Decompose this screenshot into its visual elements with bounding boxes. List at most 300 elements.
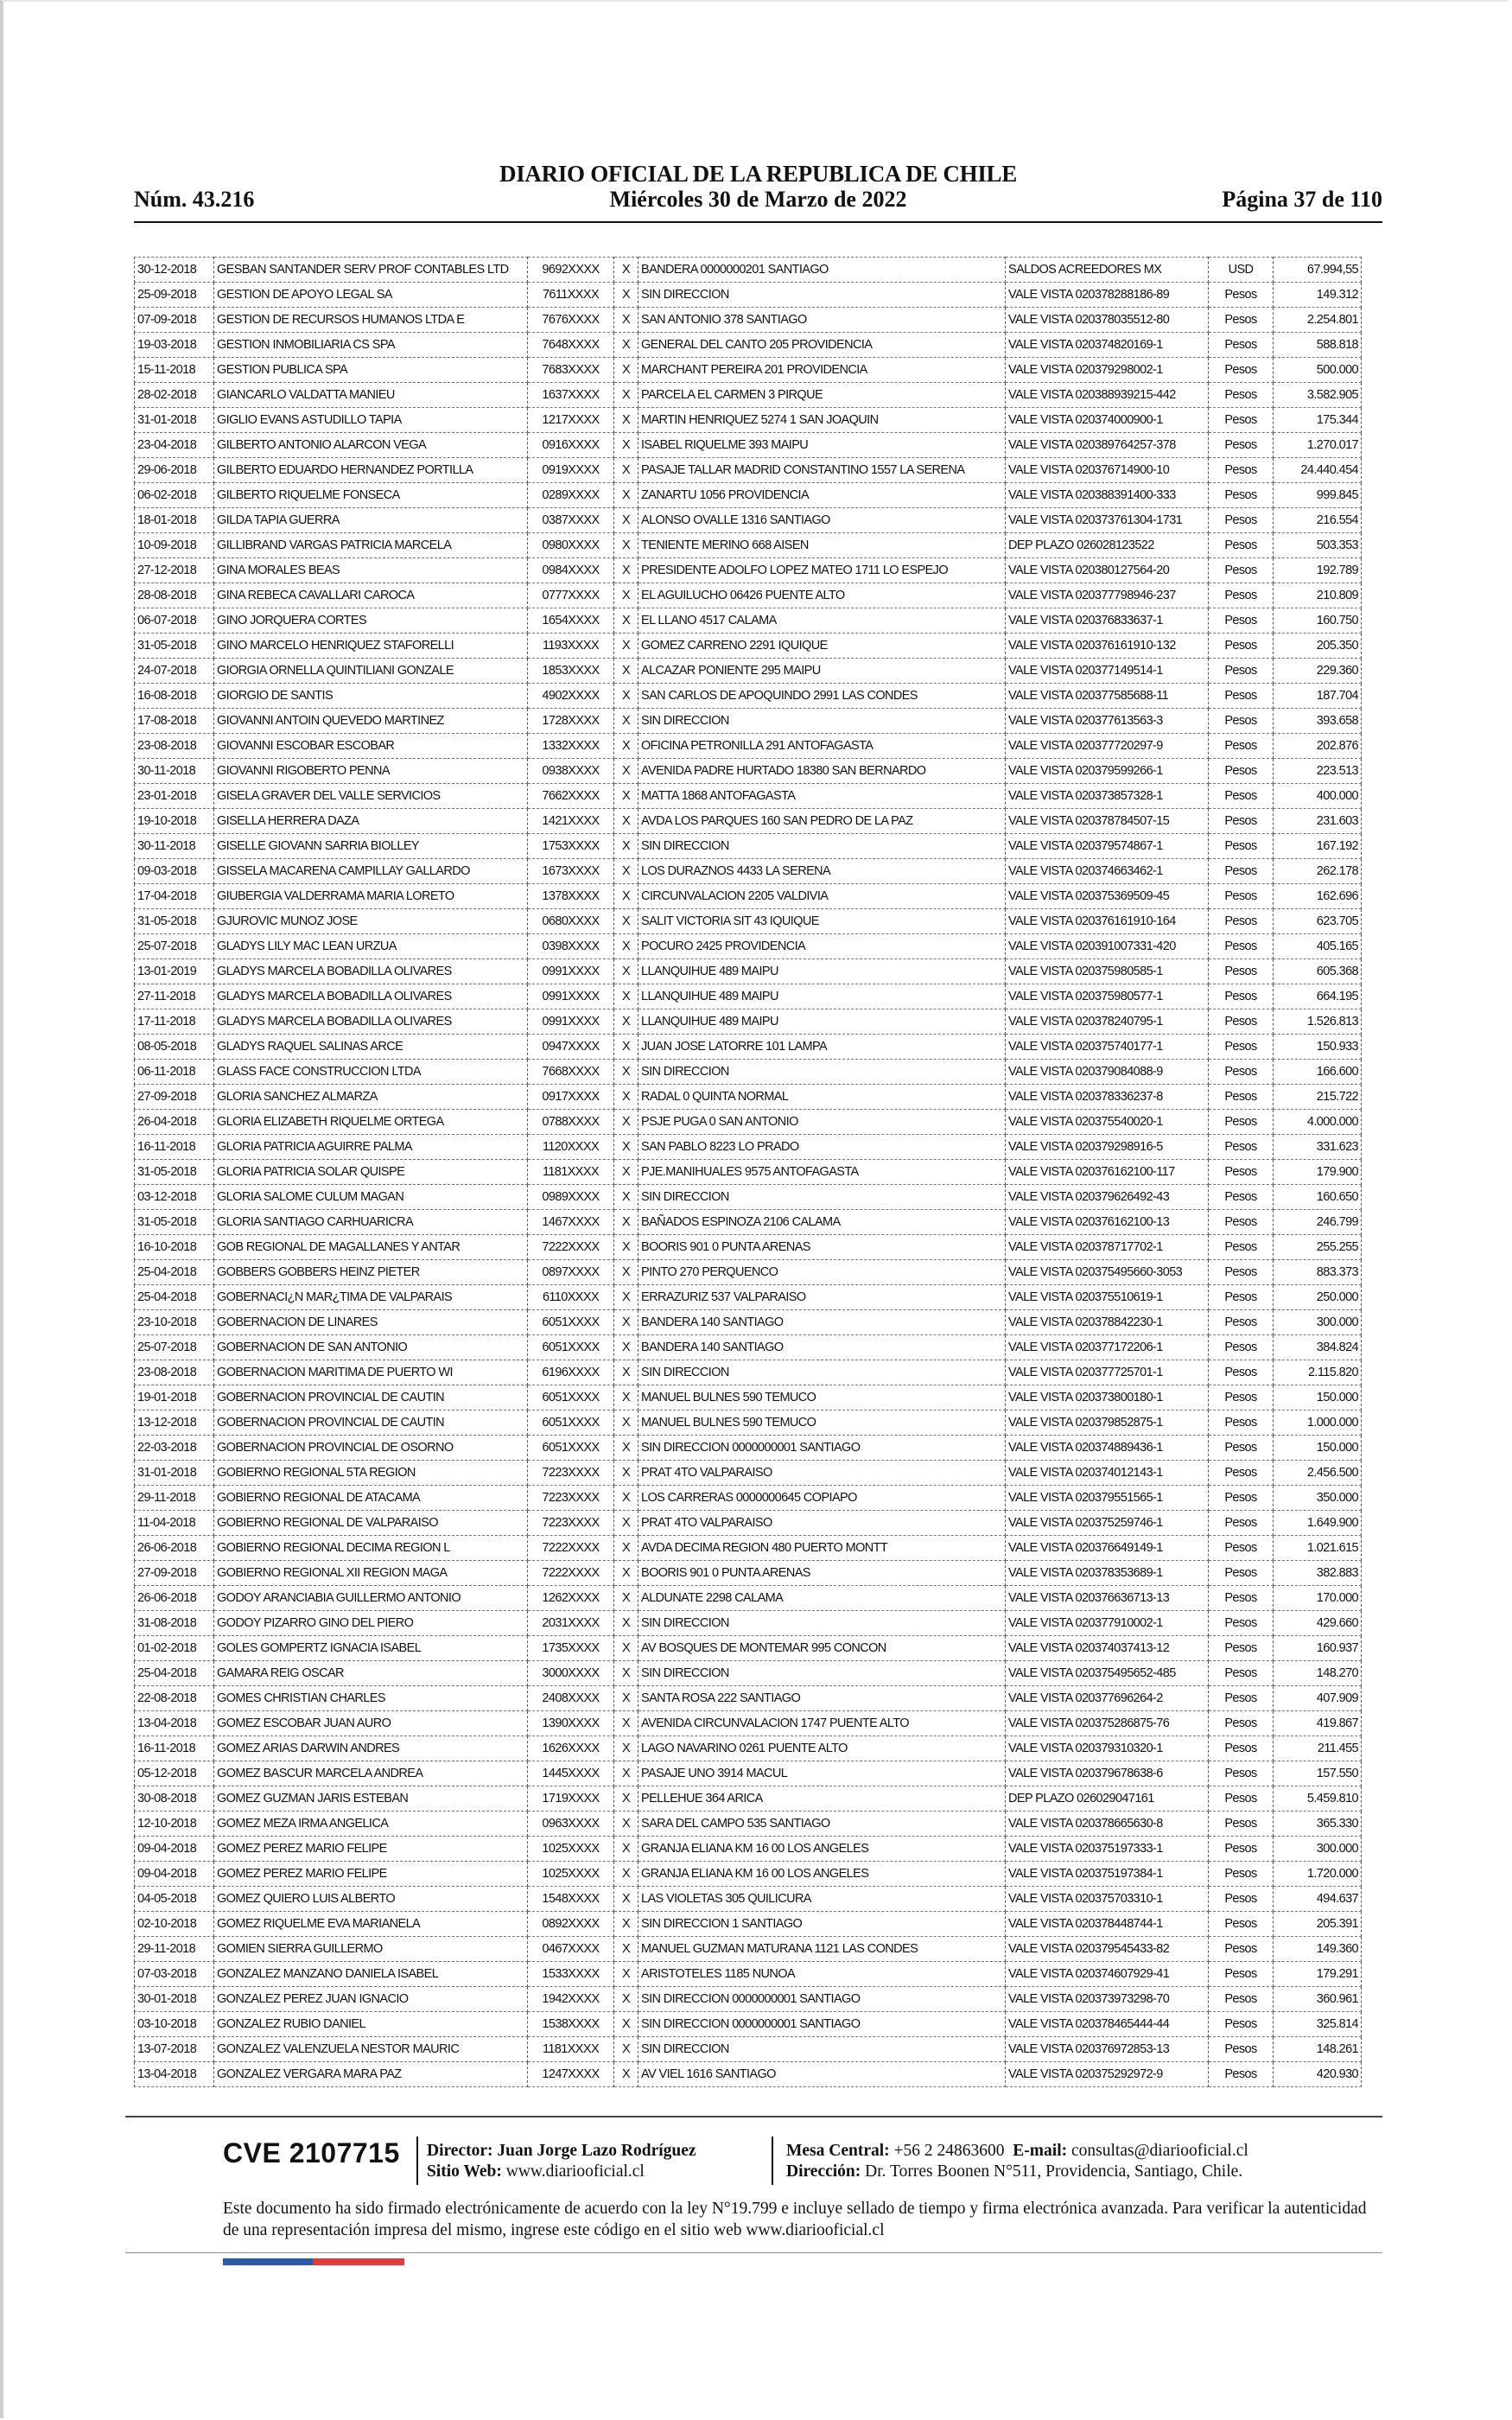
rut-cell: 0892XXXX xyxy=(528,1912,614,1937)
mark-cell: X xyxy=(614,1411,638,1436)
document-cell: VALE VISTA 020375540020-1 xyxy=(1006,1110,1209,1135)
currency-cell: Pesos xyxy=(1209,458,1274,483)
mark-cell: X xyxy=(614,1335,638,1360)
address-cell: AV BOSQUES DE MONTEMAR 995 CONCON xyxy=(638,1636,1006,1661)
currency-cell: Pesos xyxy=(1209,1035,1274,1060)
amount-cell: 1.720.000 xyxy=(1274,1862,1362,1887)
name-cell: GOMEZ MEZA IRMA ANGELICA xyxy=(214,1812,528,1837)
document-cell: VALE VISTA 020378465444-44 xyxy=(1006,2012,1209,2037)
document-cell: VALE VISTA 020379678638-6 xyxy=(1006,1761,1209,1786)
name-cell: GOMEZ PEREZ MARIO FELIPE xyxy=(214,1837,528,1862)
currency-cell: Pesos xyxy=(1209,684,1274,709)
amount-cell: 325.814 xyxy=(1274,2012,1362,2037)
address-cell: SAN PABLO 8223 LO PRADO xyxy=(638,1135,1006,1160)
address-cell: GENERAL DEL CANTO 205 PROVIDENCIA xyxy=(638,333,1006,358)
date-cell: 11-04-2018 xyxy=(135,1511,214,1536)
rut-cell: 7648XXXX xyxy=(528,333,614,358)
name-cell: GILBERTO EDUARDO HERNANDEZ PORTILLA xyxy=(214,458,528,483)
table-row xyxy=(135,1235,1362,1260)
amount-cell: 1.270.017 xyxy=(1274,433,1362,458)
rut-cell: 0989XXXX xyxy=(528,1185,614,1210)
table-row xyxy=(135,1586,1362,1611)
amount-cell: 150.933 xyxy=(1274,1035,1362,1060)
amount-cell: 350.000 xyxy=(1274,1486,1362,1511)
document-cell: VALE VISTA 020379298916-5 xyxy=(1006,1135,1209,1160)
amount-cell: 210.809 xyxy=(1274,583,1362,608)
table-row xyxy=(135,1085,1362,1110)
table-row xyxy=(135,1862,1362,1887)
table-row xyxy=(135,1360,1362,1385)
amount-cell: 205.350 xyxy=(1274,634,1362,659)
name-cell: GOMIEN SIERRA GUILLERMO xyxy=(214,1937,528,1962)
document-cell: DEP PLAZO 026028123522 xyxy=(1006,533,1209,558)
address-cell: LAGO NAVARINO 0261 PUENTE ALTO xyxy=(638,1736,1006,1761)
rut-cell: 0919XXXX xyxy=(528,458,614,483)
table-row xyxy=(135,1761,1362,1786)
document-cell: VALE VISTA 020374820169-1 xyxy=(1006,333,1209,358)
rut-cell: 0963XXXX xyxy=(528,1812,614,1837)
rut-cell: 1217XXXX xyxy=(528,408,614,433)
document-cell: VALE VISTA 020375197384-1 xyxy=(1006,1862,1209,1887)
amount-cell: 160.750 xyxy=(1274,608,1362,634)
document-cell: VALE VISTA 020379084088-9 xyxy=(1006,1060,1209,1085)
address-cell: SIN DIRECCION 0000000001 SANTIAGO xyxy=(638,2012,1006,2037)
address-cell: ERRAZURIZ 537 VALPARAISO xyxy=(638,1285,1006,1310)
mark-cell: X xyxy=(614,1862,638,1887)
rut-cell: 1654XXXX xyxy=(528,608,614,634)
date-cell: 07-09-2018 xyxy=(135,308,214,333)
document-cell: VALE VISTA 020379310320-1 xyxy=(1006,1736,1209,1761)
amount-cell: 1.000.000 xyxy=(1274,1411,1362,1436)
currency-cell: Pesos xyxy=(1209,1110,1274,1135)
address-cell: SANTA ROSA 222 SANTIAGO xyxy=(638,1686,1006,1711)
rut-cell: 1332XXXX xyxy=(528,734,614,759)
mark-cell: X xyxy=(614,834,638,859)
rut-cell: 0897XXXX xyxy=(528,1260,614,1285)
address-cell: LLANQUIHUE 489 MAIPU xyxy=(638,984,1006,1009)
mark-cell: X xyxy=(614,784,638,809)
date-cell: 22-03-2018 xyxy=(135,1436,214,1461)
amount-cell: 179.291 xyxy=(1274,1962,1362,1987)
currency-cell: Pesos xyxy=(1209,1060,1274,1085)
amount-cell: 215.722 xyxy=(1274,1085,1362,1110)
date-cell: 12-10-2018 xyxy=(135,1812,214,1837)
name-cell: GLORIA SANCHEZ ALMARZA xyxy=(214,1085,528,1110)
mark-cell: X xyxy=(614,1160,638,1185)
rut-cell: 0387XXXX xyxy=(528,508,614,533)
document-cell: VALE VISTA 020377910002-1 xyxy=(1006,1611,1209,1636)
address-cell: PRAT 4TO VALPARAISO xyxy=(638,1461,1006,1486)
name-cell: GOBERNACION MARITIMA DE PUERTO WI xyxy=(214,1360,528,1385)
amount-cell: 1.021.615 xyxy=(1274,1536,1362,1561)
mark-cell: X xyxy=(614,383,638,408)
date-cell: 16-11-2018 xyxy=(135,1736,214,1761)
date-cell: 05-12-2018 xyxy=(135,1761,214,1786)
rut-cell: 6051XXXX xyxy=(528,1411,614,1436)
currency-cell: Pesos xyxy=(1209,2062,1274,2087)
rut-cell: 7683XXXX xyxy=(528,358,614,383)
table-row xyxy=(135,809,1362,834)
currency-cell: Pesos xyxy=(1209,1636,1274,1661)
currency-cell: Pesos xyxy=(1209,809,1274,834)
mark-cell: X xyxy=(614,1486,638,1511)
date-cell: 06-02-2018 xyxy=(135,483,214,508)
currency-cell: Pesos xyxy=(1209,859,1274,884)
mark-cell: X xyxy=(614,1887,638,1912)
mark-cell: X xyxy=(614,358,638,383)
rut-cell: 1467XXXX xyxy=(528,1210,614,1235)
address-cell: SIN DIRECCION xyxy=(638,1060,1006,1085)
mark-cell: X xyxy=(614,984,638,1009)
email-link[interactable]: consultas@diariooficial.cl xyxy=(1071,2142,1248,2160)
date-cell: 17-08-2018 xyxy=(135,709,214,734)
amount-cell: 187.704 xyxy=(1274,684,1362,709)
contact-line xyxy=(786,2141,1248,2162)
currency-cell: Pesos xyxy=(1209,283,1274,308)
currency-cell: Pesos xyxy=(1209,583,1274,608)
table-row xyxy=(135,1310,1362,1335)
currency-cell: Pesos xyxy=(1209,1711,1274,1736)
date-cell: 23-04-2018 xyxy=(135,433,214,458)
address-cell: AV VIEL 1616 SANTIAGO xyxy=(638,2062,1006,2087)
date-cell: 30-11-2018 xyxy=(135,834,214,859)
site-label: Sitio Web: xyxy=(427,2162,502,2181)
address-line xyxy=(786,2162,1248,2182)
name-cell: GILBERTO ANTONIO ALARCON VEGA xyxy=(214,433,528,458)
rut-cell: 1421XXXX xyxy=(528,809,614,834)
name-cell: GONZALEZ PEREZ JUAN IGNACIO xyxy=(214,1987,528,2012)
name-cell: GAMARA REIG OSCAR xyxy=(214,1661,528,1686)
amount-cell: 231.603 xyxy=(1274,809,1362,834)
currency-cell: Pesos xyxy=(1209,1235,1274,1260)
amount-cell: 262.178 xyxy=(1274,859,1362,884)
address-cell: PRAT 4TO VALPARAISO xyxy=(638,1511,1006,1536)
address-cell: PJE.MANIHUALES 9575 ANTOFAGASTA xyxy=(638,1160,1006,1185)
mark-cell: X xyxy=(614,1686,638,1711)
issue-date: Miércoles 30 de Marzo de 2022 xyxy=(609,187,907,212)
rut-cell: 6051XXXX xyxy=(528,1385,614,1411)
document-cell: VALE VISTA 020376714900-10 xyxy=(1006,458,1209,483)
name-cell: GIOVANNI ANTOIN QUEVEDO MARTINEZ xyxy=(214,709,528,734)
document-cell: VALE VISTA 020379852875-1 xyxy=(1006,1411,1209,1436)
mark-cell: X xyxy=(614,1736,638,1761)
director-block xyxy=(427,2141,696,2182)
date-cell: 02-10-2018 xyxy=(135,1912,214,1937)
mark-cell: X xyxy=(614,1360,638,1385)
name-cell: GIORGIA ORNELLA QUINTILIANI GONZALE xyxy=(214,659,528,684)
document-cell: VALE VISTA 020379626492-43 xyxy=(1006,1185,1209,1210)
date-cell: 30-01-2018 xyxy=(135,1987,214,2012)
table-row xyxy=(135,1636,1362,1661)
rut-cell: 0980XXXX xyxy=(528,533,614,558)
address-cell: PARCELA EL CARMEN 3 PIRQUE xyxy=(638,383,1006,408)
currency-cell: Pesos xyxy=(1209,1486,1274,1511)
document-cell: VALE VISTA 020378288186-89 xyxy=(1006,283,1209,308)
address-cell: SALIT VICTORIA SIT 43 IQUIQUE xyxy=(638,909,1006,934)
address-cell: LOS DURAZNOS 4433 LA SERENA xyxy=(638,859,1006,884)
currency-cell: Pesos xyxy=(1209,659,1274,684)
amount-cell: 250.000 xyxy=(1274,1285,1362,1310)
rut-cell: 7662XXXX xyxy=(528,784,614,809)
rut-cell: 1853XXXX xyxy=(528,659,614,684)
name-cell: GESTION DE APOYO LEGAL SA xyxy=(214,283,528,308)
mark-cell: X xyxy=(614,1285,638,1310)
table-row xyxy=(135,433,1362,458)
amount-cell: 429.660 xyxy=(1274,1611,1362,1636)
amount-cell: 179.900 xyxy=(1274,1160,1362,1185)
name-cell: GLADYS RAQUEL SALINAS ARCE xyxy=(214,1035,528,1060)
mark-cell: X xyxy=(614,458,638,483)
address-cell: PELLEHUE 364 ARICA xyxy=(638,1786,1006,1812)
name-cell: GOBIERNO REGIONAL DE VALPARAISO xyxy=(214,1511,528,1536)
currency-cell: Pesos xyxy=(1209,1536,1274,1561)
mark-cell: X xyxy=(614,1210,638,1235)
footer-separator xyxy=(772,2137,773,2185)
table-row xyxy=(135,1009,1362,1035)
rut-cell: 7223XXXX xyxy=(528,1511,614,1536)
amount-cell: 5.459.810 xyxy=(1274,1786,1362,1812)
address-cell: AVENIDA PADRE HURTADO 18380 SAN BERNARDO xyxy=(638,759,1006,784)
name-cell: GOBERNACION PROVINCIAL DE OSORNO xyxy=(214,1436,528,1461)
date-cell: 23-08-2018 xyxy=(135,734,214,759)
document-cell: VALE VISTA 020374663462-1 xyxy=(1006,859,1209,884)
mark-cell: X xyxy=(614,1260,638,1285)
contact-block xyxy=(786,2141,1248,2182)
document-cell: VALE VISTA 020374000900-1 xyxy=(1006,408,1209,433)
document-cell: VALE VISTA 020378336237-8 xyxy=(1006,1085,1209,1110)
address-cell: POCURO 2425 PROVIDENCIA xyxy=(638,934,1006,959)
document-cell: VALE VISTA 020373761304-1731 xyxy=(1006,508,1209,533)
date-cell: 16-08-2018 xyxy=(135,684,214,709)
name-cell: GODOY ARANCIABIA GUILLERMO ANTONIO xyxy=(214,1586,528,1611)
currency-cell: Pesos xyxy=(1209,1260,1274,1285)
address-cell: LAS VIOLETAS 305 QUILICURA xyxy=(638,1887,1006,1912)
name-cell: GLADYS MARCELA BOBADILLA OLIVARES xyxy=(214,984,528,1009)
currency-cell: Pesos xyxy=(1209,1009,1274,1035)
name-cell: GINO JORQUERA CORTES xyxy=(214,608,528,634)
amount-cell: 148.270 xyxy=(1274,1661,1362,1686)
document-cell: VALE VISTA 020375286875-76 xyxy=(1006,1711,1209,1736)
address-cell: PSJE PUGA 0 SAN ANTONIO xyxy=(638,1110,1006,1135)
document-cell: VALE VISTA 020375980585-1 xyxy=(1006,959,1209,984)
currency-cell: Pesos xyxy=(1209,1586,1274,1611)
document-cell: VALE VISTA 020376833637-1 xyxy=(1006,608,1209,634)
document-cell: VALE VISTA 020379298002-1 xyxy=(1006,358,1209,383)
table-row xyxy=(135,959,1362,984)
rut-cell: 1025XXXX xyxy=(528,1837,614,1862)
rut-cell: 7222XXXX xyxy=(528,1536,614,1561)
amount-cell: 229.360 xyxy=(1274,659,1362,684)
date-cell: 28-02-2018 xyxy=(135,383,214,408)
table-row xyxy=(135,383,1362,408)
rut-cell: 1753XXXX xyxy=(528,834,614,859)
currency-cell: Pesos xyxy=(1209,1160,1274,1185)
address-cell: ALCAZAR PONIENTE 295 MAIPU xyxy=(638,659,1006,684)
amount-cell: 211.455 xyxy=(1274,1736,1362,1761)
flag-red-stripe xyxy=(313,2258,404,2265)
date-cell: 30-12-2018 xyxy=(135,258,214,283)
address-cell: SIN DIRECCION xyxy=(638,709,1006,734)
rut-cell: 1193XXXX xyxy=(528,634,614,659)
address-cell: ZANARTU 1056 PROVIDENCIA xyxy=(638,483,1006,508)
date-cell: 26-06-2018 xyxy=(135,1586,214,1611)
name-cell: GIUBERGIA VALDERRAMA MARIA LORETO xyxy=(214,884,528,909)
date-cell: 19-01-2018 xyxy=(135,1385,214,1411)
mark-cell: X xyxy=(614,1611,638,1636)
amount-cell: 167.192 xyxy=(1274,834,1362,859)
address-cell: ISABEL RIQUELME 393 MAIPU xyxy=(638,433,1006,458)
address-cell: ALDUNATE 2298 CALAMA xyxy=(638,1586,1006,1611)
table-row xyxy=(135,408,1362,433)
name-cell: GOBERNACION PROVINCIAL DE CAUTIN xyxy=(214,1385,528,1411)
currency-cell: Pesos xyxy=(1209,558,1274,583)
amount-cell: 384.824 xyxy=(1274,1335,1362,1360)
currency-cell: Pesos xyxy=(1209,884,1274,909)
mark-cell: X xyxy=(614,1511,638,1536)
table-row xyxy=(135,533,1362,558)
currency-cell: Pesos xyxy=(1209,483,1274,508)
footer-separator xyxy=(416,2137,418,2185)
mark-cell: X xyxy=(614,684,638,709)
rut-cell: 1378XXXX xyxy=(528,884,614,909)
mark-cell: X xyxy=(614,1962,638,1987)
amount-cell: 503.353 xyxy=(1274,533,1362,558)
currency-cell: Pesos xyxy=(1209,1411,1274,1436)
document-cell: VALE VISTA 020378448744-1 xyxy=(1006,1912,1209,1937)
table-row xyxy=(135,1937,1362,1962)
date-cell: 29-11-2018 xyxy=(135,1937,214,1962)
amount-cell: 255.255 xyxy=(1274,1235,1362,1260)
rut-cell: 2408XXXX xyxy=(528,1686,614,1711)
table-row xyxy=(135,283,1362,308)
document-cell: VALE VISTA 020378717702-1 xyxy=(1006,1235,1209,1260)
mark-cell: X xyxy=(614,1937,638,1962)
name-cell: GOBBERS GOBBERS HEINZ PIETER xyxy=(214,1260,528,1285)
page-number: Página 37 de 110 xyxy=(1222,187,1382,212)
rut-cell: 1728XXXX xyxy=(528,709,614,734)
name-cell: GOBERNACI¿N MAR¿TIMA DE VALPARAIS xyxy=(214,1285,528,1310)
mark-cell: X xyxy=(614,558,638,583)
mark-cell: X xyxy=(614,1185,638,1210)
date-cell: 31-08-2018 xyxy=(135,1611,214,1636)
currency-cell: Pesos xyxy=(1209,1912,1274,1937)
table-row xyxy=(135,834,1362,859)
mesa-phone: +56 2 24863600 xyxy=(893,2142,1005,2160)
date-cell: 13-01-2019 xyxy=(135,959,214,984)
currency-cell: Pesos xyxy=(1209,784,1274,809)
document-cell: VALE VISTA 020378035512-80 xyxy=(1006,308,1209,333)
document-cell: VALE VISTA 020374012143-1 xyxy=(1006,1461,1209,1486)
date-cell: 18-01-2018 xyxy=(135,508,214,533)
currency-cell: Pesos xyxy=(1209,1135,1274,1160)
mark-cell: X xyxy=(614,258,638,283)
rut-cell: 7223XXXX xyxy=(528,1486,614,1511)
mark-cell: X xyxy=(614,483,638,508)
page-header xyxy=(134,161,1382,216)
amount-cell: 365.330 xyxy=(1274,1812,1362,1837)
address-cell: TENIENTE MERINO 668 AISEN xyxy=(638,533,1006,558)
mark-cell: X xyxy=(614,1110,638,1135)
table-row xyxy=(135,483,1362,508)
currency-cell: Pesos xyxy=(1209,709,1274,734)
mark-cell: X xyxy=(614,659,638,684)
rut-cell: 1637XXXX xyxy=(528,383,614,408)
currency-cell: Pesos xyxy=(1209,533,1274,558)
currency-cell: Pesos xyxy=(1209,358,1274,383)
address-cell: SIN DIRECCION xyxy=(638,1661,1006,1686)
currency-cell: Pesos xyxy=(1209,1210,1274,1235)
currency-cell: Pesos xyxy=(1209,1937,1274,1962)
rut-cell: 1445XXXX xyxy=(528,1761,614,1786)
address-cell: AVDA LOS PARQUES 160 SAN PEDRO DE LA PAZ xyxy=(638,809,1006,834)
amount-cell: 2.456.500 xyxy=(1274,1461,1362,1486)
name-cell: GILBERTO RIQUELME FONSECA xyxy=(214,483,528,508)
rut-cell: 0991XXXX xyxy=(528,959,614,984)
address-cell: SIN DIRECCION xyxy=(638,834,1006,859)
mark-cell: X xyxy=(614,2037,638,2062)
name-cell: GLASS FACE CONSTRUCCION LTDA xyxy=(214,1060,528,1085)
document-cell: VALE VISTA 020375292972-9 xyxy=(1006,2062,1209,2087)
cve-code: CVE 2107715 xyxy=(223,2137,400,2168)
table-row xyxy=(135,308,1362,333)
date-cell: 09-04-2018 xyxy=(135,1837,214,1862)
currency-cell: Pesos xyxy=(1209,1611,1274,1636)
document-cell: VALE VISTA 020378665630-8 xyxy=(1006,1812,1209,1837)
document-cell: VALE VISTA 020378353689-1 xyxy=(1006,1561,1209,1586)
rut-cell: 0788XXXX xyxy=(528,1110,614,1135)
table-row xyxy=(135,984,1362,1009)
document-cell: VALE VISTA 020379551565-1 xyxy=(1006,1486,1209,1511)
name-cell: GESBAN SANTANDER SERV PROF CONTABLES LTD xyxy=(214,258,528,283)
amount-cell: 331.623 xyxy=(1274,1135,1362,1160)
amount-cell: 494.637 xyxy=(1274,1887,1362,1912)
address-cell: BOORIS 901 0 PUNTA ARENAS xyxy=(638,1561,1006,1586)
address-cell: BAÑADOS ESPINOZA 2106 CALAMA xyxy=(638,1210,1006,1235)
document-cell: VALE VISTA 020376162100-117 xyxy=(1006,1160,1209,1185)
date-cell: 25-09-2018 xyxy=(135,283,214,308)
mark-cell: X xyxy=(614,1035,638,1060)
name-cell: GLORIA ELIZABETH RIQUELME ORTEGA xyxy=(214,1110,528,1135)
date-cell: 15-11-2018 xyxy=(135,358,214,383)
currency-cell: Pesos xyxy=(1209,2012,1274,2037)
amount-cell: 4.000.000 xyxy=(1274,1110,1362,1135)
name-cell: GIGLIO EVANS ASTUDILLO TAPIA xyxy=(214,408,528,433)
address-cell: AVENIDA CIRCUNVALACION 1747 PUENTE ALTO xyxy=(638,1711,1006,1736)
address-cell: SARA DEL CAMPO 535 SANTIAGO xyxy=(638,1812,1006,1837)
amount-cell: 605.368 xyxy=(1274,959,1362,984)
currency-cell: Pesos xyxy=(1209,1761,1274,1786)
table-row xyxy=(135,1060,1362,1085)
name-cell: GISELLE GIOVANN SARRIA BIOLLEY xyxy=(214,834,528,859)
currency-cell: Pesos xyxy=(1209,1561,1274,1586)
amount-cell: 400.000 xyxy=(1274,784,1362,809)
amount-cell: 157.550 xyxy=(1274,1761,1362,1786)
site-link[interactable]: www.diariooficial.cl xyxy=(505,2162,645,2181)
table-row xyxy=(135,1335,1362,1360)
table-row xyxy=(135,1736,1362,1761)
table-row xyxy=(135,1486,1362,1511)
mark-cell: X xyxy=(614,709,638,734)
currency-cell: Pesos xyxy=(1209,1686,1274,1711)
amount-cell: 419.867 xyxy=(1274,1711,1362,1736)
address-cell: GRANJA ELIANA KM 16 00 LOS ANGELES xyxy=(638,1862,1006,1887)
mark-cell: X xyxy=(614,1310,638,1335)
date-cell: 25-07-2018 xyxy=(135,934,214,959)
document-cell: VALE VISTA 020376161910-164 xyxy=(1006,909,1209,934)
date-cell: 19-03-2018 xyxy=(135,333,214,358)
rut-cell: 1247XXXX xyxy=(528,2062,614,2087)
address-cell: MANUEL BULNES 590 TEMUCO xyxy=(638,1385,1006,1411)
